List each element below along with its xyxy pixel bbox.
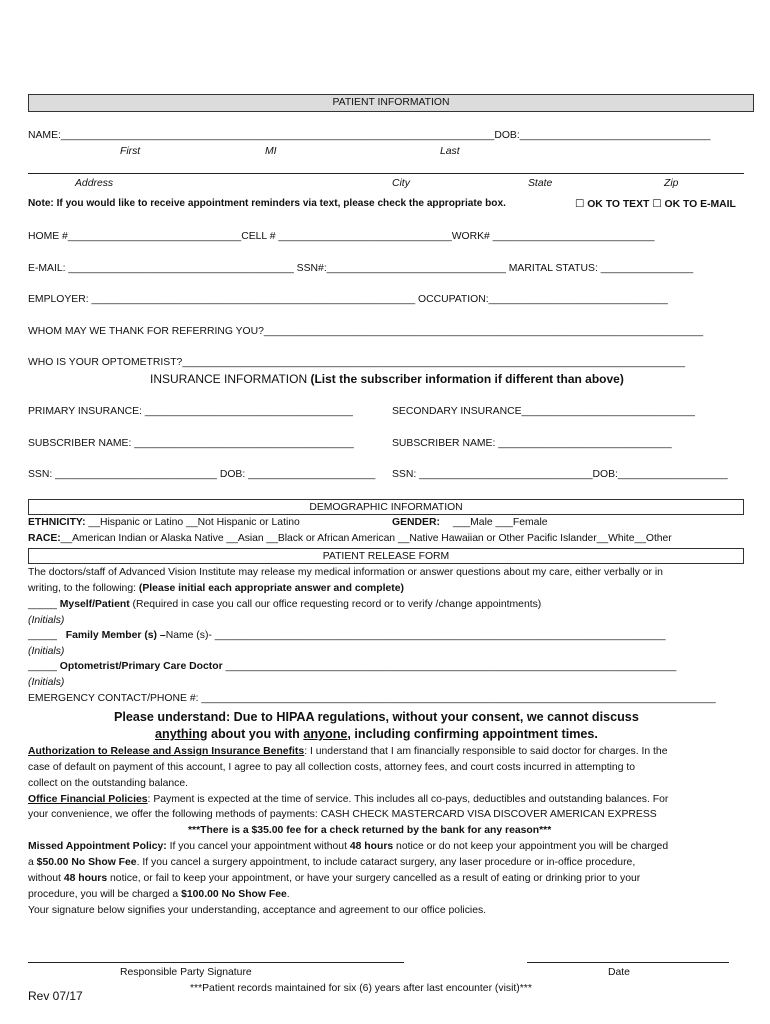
subscriber-name-field-2[interactable]: SUBSCRIBER NAME: ______________________________ [392, 438, 672, 449]
missed-text-3a: without [28, 873, 64, 884]
missed-text-4a: procedure, you will be charged a [28, 889, 182, 900]
name-field[interactable]: NAME:___________________________________________________________________________DOB:_________________________________ [28, 130, 711, 141]
family-label: Family Member (s) – [65, 630, 166, 641]
insurance-title-note: (List the subscriber information if different than above) [310, 372, 624, 386]
records-retention-note: ***Patient records maintained for six (6) years after last encounter (visit)*** [190, 983, 532, 994]
ethnicity-row[interactable] [28, 517, 300, 528]
authorization-text: : I understand that I am financially responsible to said doctor for charges. In the [304, 746, 668, 757]
initials-label: (Initials) [28, 646, 65, 657]
signature-line[interactable] [28, 962, 404, 963]
authorization-text-3: collect on the outstanding balance. [28, 778, 189, 789]
employer-occupation-fields[interactable]: EMPLOYER: ________________________________________________________ OCCUPATION:_______________________________ [28, 294, 668, 305]
family-member-row[interactable] [28, 630, 666, 641]
primary-insurance-field[interactable]: PRIMARY INSURANCE: ____________________________________ [28, 406, 353, 417]
hipaa-notice-line2 [155, 727, 598, 741]
patient-info-header-text: PATIENT INFORMATION [332, 97, 450, 108]
address-label: Address [75, 178, 114, 189]
missed-48-hours: 48 hours [349, 841, 394, 852]
ok-to-email-label: OK TO E-MAIL [664, 199, 736, 210]
office-financial-paragraph [28, 794, 668, 805]
checkbox-icon[interactable]: ☐ [575, 198, 585, 210]
hipaa-mid: about you with [207, 727, 304, 741]
missed-text-3c: notice, or fail to keep your appointment, or have your surgery cancelled as a result of eating or drinking prior to your [107, 873, 641, 884]
first-label: First [120, 146, 141, 157]
secondary-insurance-field[interactable]: SECONDARY INSURANCE______________________________ [392, 406, 695, 417]
signature-label: Responsible Party Signature [120, 967, 252, 978]
initials-label: (Initials) [28, 615, 65, 626]
subscriber-name-field[interactable]: SUBSCRIBER NAME: ______________________________________ [28, 438, 354, 449]
zip-label: Zip [664, 178, 679, 189]
revision-label: Rev 07/17 [28, 989, 83, 1003]
ethnicity-options[interactable]: __Hispanic or Latino __Not Hispanic or Latino [88, 517, 300, 528]
release-intro-2-text: writing, to the following: [28, 583, 139, 594]
opto-initial-blank[interactable]: _____ [28, 661, 60, 672]
missed-text-4c: . [286, 889, 290, 900]
mi-label: MI [265, 146, 277, 157]
myself-initial-blank[interactable]: _____ [28, 599, 60, 610]
family-name-field[interactable]: Name (s)- ______________________________________________________________________________ [165, 630, 666, 641]
demographic-header-text: DEMOGRAPHIC INFORMATION [309, 502, 463, 513]
referring-field[interactable]: WHOM MAY WE THANK FOR REFERRING YOU?____________________________________________________________________________ [28, 326, 704, 337]
date-label: Date [608, 967, 630, 978]
returned-check-fee: ***There is a $35.00 fee for a check returned by the bank for any reason*** [188, 825, 552, 836]
optometrist-pcp-row[interactable] [28, 661, 676, 672]
missed-text-1a: If you cancel your appointment without [166, 841, 350, 852]
missed-text-2c: . If you cancel a surgery appointment, to include cataract surgery, any laser procedure or in-office procedure, [136, 857, 636, 868]
initials-label: (Initials) [28, 677, 65, 688]
optometrist-field[interactable]: WHO IS YOUR OPTOMETRIST?_______________________________________________________________________________________ [28, 357, 686, 368]
missed-appointment-paragraph [28, 841, 668, 852]
email-ssn-marital-fields[interactable]: E-MAIL: _______________________________________ SSN#:_______________________________ MARITAL STATUS: ________________ [28, 263, 694, 274]
race-row[interactable] [28, 533, 672, 544]
hipaa-notice-line1: Please understand: Due to HIPAA regulations, without your consent, we cannot discuss [114, 710, 639, 724]
no-show-fee-100: $100.00 No Show Fee [181, 889, 287, 900]
text-reminder-note: Note: If you would like to receive appointment reminders via text, please check the appropriate box. [28, 198, 506, 209]
ok-to-text-option[interactable] [575, 198, 736, 210]
missed-line-2 [28, 857, 635, 868]
phone-fields[interactable]: HOME #______________________________CELL # ______________________________WORK# ____________________________ [28, 231, 655, 242]
date-line[interactable] [527, 962, 729, 963]
state-label: State [528, 178, 553, 189]
payment-methods: your convenience, we offer the following methods of payments: CASH CHECK MASTERCARD VISA DISCOVER AMERICAN EXPRESS [28, 809, 657, 820]
insurance-title [150, 372, 624, 386]
myself-label: Myself/Patient [59, 599, 130, 610]
missed-text-1c: notice or do not keep your appointment you will be charged [393, 841, 669, 852]
opto-label: Optometrist/Primary Care Doctor [59, 661, 223, 672]
city-label: City [392, 178, 410, 189]
authorization-text-2: case of default on payment of this account, I agree to pay all collection costs, attorney fees, and court costs incurred in attempting to [28, 762, 636, 773]
hipaa-anything: anything [155, 727, 208, 741]
family-initial-blank[interactable]: _____ [28, 630, 60, 641]
hipaa-anyone: anyone [303, 727, 348, 741]
demographic-header [28, 499, 744, 515]
release-header-text: PATIENT RELEASE FORM [322, 551, 450, 562]
ok-to-text-label: OK TO TEXT [587, 199, 650, 210]
release-intro-2 [28, 583, 404, 594]
missed-line-3 [28, 873, 640, 884]
office-financial-text: : Payment is expected at the time of service. This includes all co-pays, deductibles and outstanding balances. For [147, 794, 669, 805]
ethnicity-label: ETHNICITY: [28, 517, 86, 528]
gender-label: GENDER: [392, 517, 440, 528]
race-label: RACE: [28, 533, 61, 544]
subscriber-ssn-dob-field-2[interactable]: SSN: ______________________________DOB:___________________ [392, 469, 728, 480]
patient-info-header [28, 94, 754, 112]
missed-appointment-label: Missed Appointment Policy: [28, 841, 167, 852]
hipaa-end: , including confirming appointment times. [347, 727, 598, 741]
opto-name-field[interactable]: ______________________________________________________________________________ [222, 661, 677, 672]
checkbox-icon[interactable]: ☐ [652, 198, 662, 210]
emergency-contact-field[interactable]: EMERGENCY CONTACT/PHONE #: _________________________________________________________________________________________ [28, 693, 716, 704]
race-options[interactable]: __American Indian or Alaska Native __Asian __Black or African American __Native Hawaiian or Other Pacific Islander__White__Other [60, 533, 672, 544]
gender-options[interactable]: ___Male ___Female [452, 517, 548, 528]
insurance-title-text: INSURANCE INFORMATION [150, 372, 308, 386]
gender-row[interactable] [392, 517, 548, 528]
release-intro: The doctors/staff of Advanced Vision Institute may release my medical information or answer questions about my care, either verbally or in [28, 567, 663, 578]
authorization-label: Authorization to Release and Assign Insurance Benefits [28, 746, 305, 757]
missed-line-4 [28, 889, 290, 900]
myself-patient-row[interactable] [28, 599, 541, 610]
missed-48-hours-2: 48 hours [63, 873, 108, 884]
release-header [28, 548, 744, 564]
address-field[interactable] [28, 173, 744, 174]
subscriber-ssn-dob-field[interactable]: SSN: ____________________________ DOB: ______________________ [28, 469, 376, 480]
myself-note: (Required in case you call our office requesting record or to verify /change appointments) [129, 599, 542, 610]
last-label: Last [440, 146, 460, 157]
missed-text-2a: a [28, 857, 37, 868]
authorization-paragraph [28, 746, 668, 757]
release-instruction: (Please initial each appropriate answer and complete) [138, 583, 404, 594]
office-financial-label: Office Financial Policies [28, 794, 148, 805]
no-show-fee-50: $50.00 No Show Fee [36, 857, 137, 868]
signature-note: Your signature below signifies your understanding, acceptance and agreement to our office policies. [28, 905, 487, 916]
